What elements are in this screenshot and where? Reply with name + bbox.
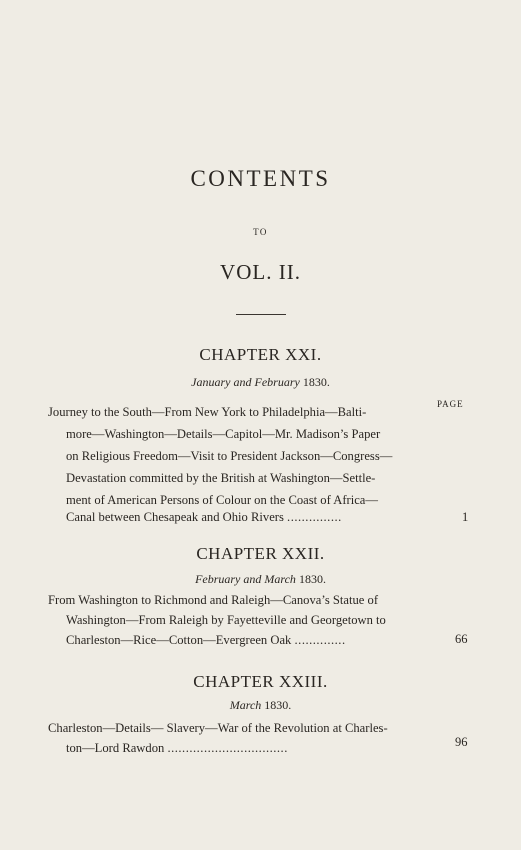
dot-leader: ............... [287,510,342,524]
summary-line: on Religious Freedom—Visit to President Jackson—Congress— [66,449,393,463]
page-title: CONTENTS [190,166,331,191]
page-number: 66 [455,632,468,646]
dot-leader: .............. [294,633,346,647]
summary-line: ment of American Persons of Colour on the Coast of Africa— [66,493,378,507]
summary-line: more—Washington—Details—Capitol—Mr. Madison’s Paper [66,427,381,441]
page-column-label: PAGE [437,399,464,409]
chapter-months: February and March [195,572,296,586]
summary-line: Journey to the South—From New York to Philadelphia—Balti- [48,405,367,419]
volume-heading: VOL. II. [220,260,301,284]
summary-line-last [66,510,342,525]
chapter-heading: CHAPTER XXII. [196,544,325,563]
summary-text: Canal between Chesapeak and Ohio Rivers [66,510,284,524]
chapter-year: 1830. [264,698,292,712]
chapter-months: January and February [191,375,300,389]
page-number: 1 [462,510,469,524]
summary-line: Devastation committed by the British at Washington—Settle- [66,471,376,485]
chapter-year: 1830. [298,572,326,586]
summary-text: Charleston—Rice—Cotton—Evergreen Oak [66,633,292,647]
title-divider [236,314,286,315]
dot-leader: ................................. [167,741,288,755]
chapter-dates [0,698,521,713]
chapter-heading: CHAPTER XXIII. [193,672,328,691]
chapter-heading: CHAPTER XXI. [199,345,322,364]
summary-line-last [66,633,346,648]
title-connector: TO [253,227,268,237]
summary-text: ton—Lord Rawdon [66,741,165,755]
chapter-dates [0,572,521,587]
page-number: 96 [455,735,468,749]
chapter-months: March [229,698,262,712]
summary-line: From Washington to Richmond and Raleigh—Canova’s Statue of [48,593,379,607]
summary-line: Washington—From Raleigh by Fayetteville and Georgetown to [66,613,386,627]
summary-line-last [66,741,288,756]
chapter-dates [0,375,521,390]
chapter-year: 1830. [302,375,330,389]
summary-line: Charleston—Details— Slavery—War of the Revolution at Charles- [48,721,388,735]
